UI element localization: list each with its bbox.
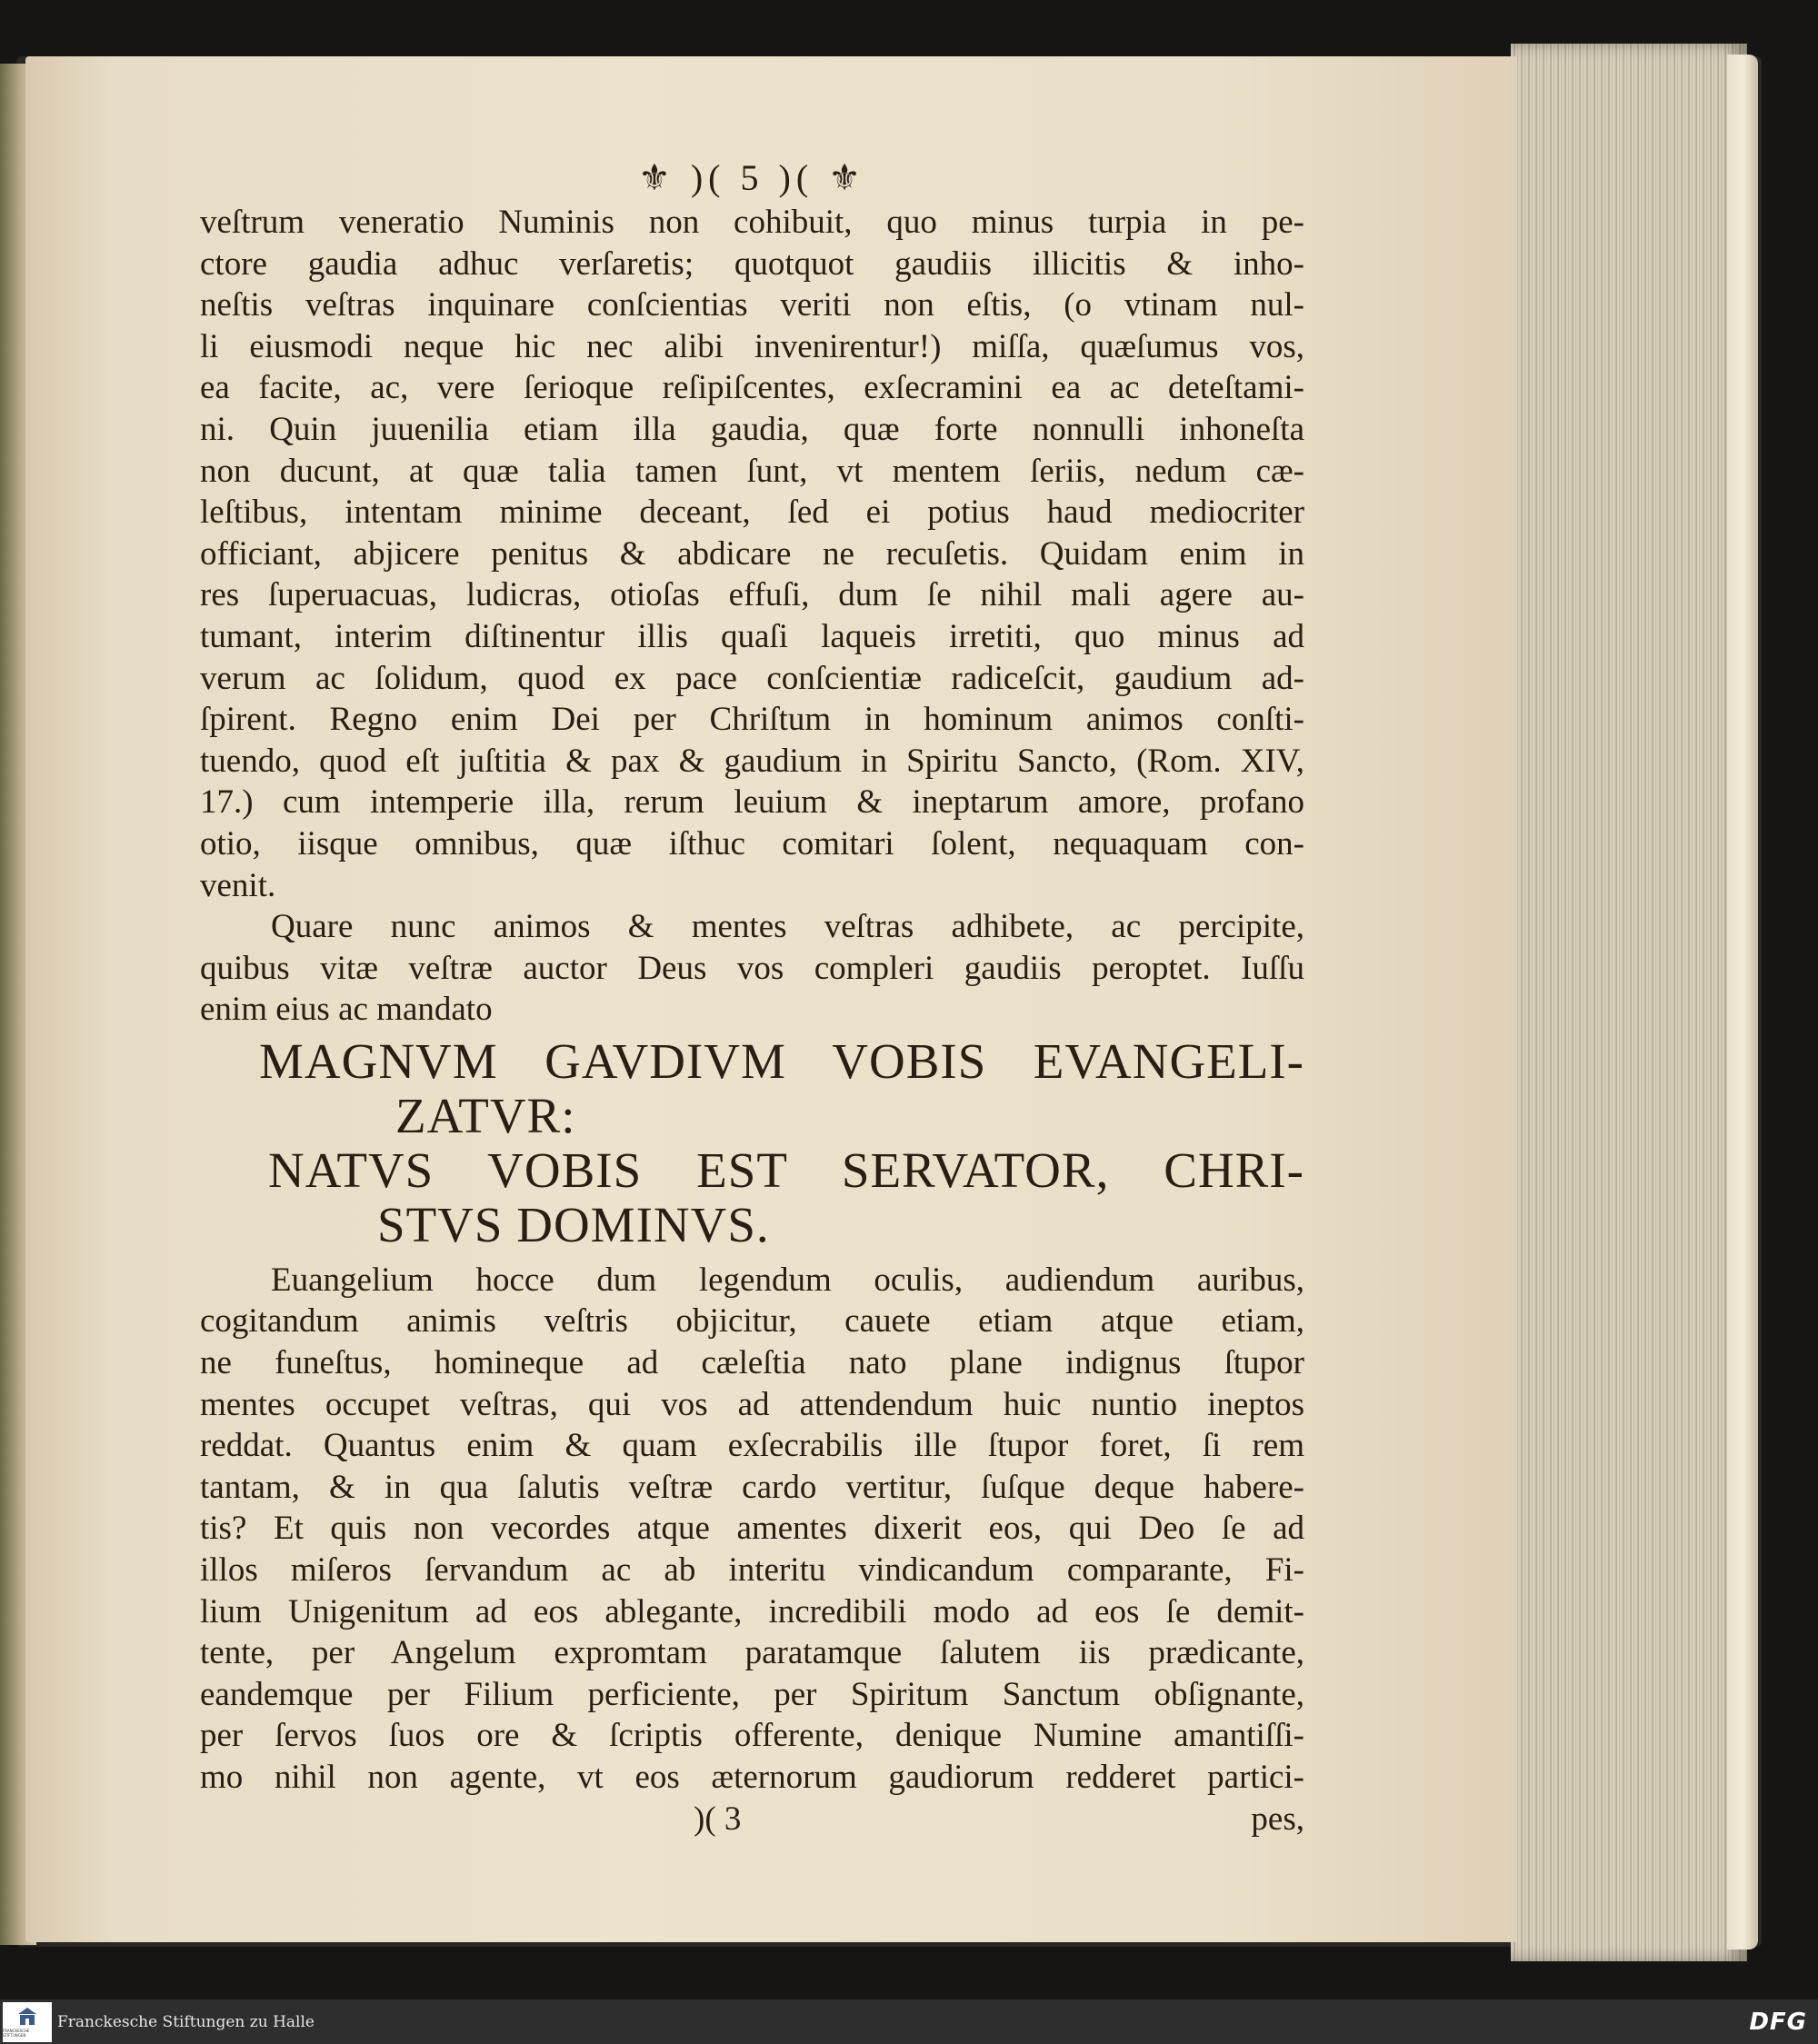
headline	[200, 1034, 1304, 1252]
text-line: ſpirent. Regno enim Dei per Chriſtum in hominum animos conſti-	[200, 701, 1304, 739]
page-stack	[1511, 44, 1747, 1961]
text-line: tuendo, quod eſt juſtitia & pax & gaudium in Spiritu Sancto, (Rom. XIV,	[200, 742, 1304, 780]
text-line: verum ac ſolidum, quod ex pace conſcientiæ radiceſcit, gaudium ad-	[200, 659, 1304, 697]
text-line: lium Unigenitum ad eos ablegante, incredibili modo ad eos ſe demit-	[200, 1592, 1304, 1630]
logo-text: FRANCKESCHE STIFTUNGEN	[3, 2028, 30, 2038]
text-line: per ſervos ſuos ore & ſcriptis offerente, denique Numine amantiſſi-	[200, 1717, 1304, 1755]
page-text	[200, 155, 1304, 1863]
text-line: ne funeſtus, homineque ad cæleſtia nato plane indignus ſtupor	[200, 1344, 1304, 1382]
text-line: venit.	[200, 866, 276, 904]
text-line: tis? Et quis non vecordes atque amentes dixerit eos, qui Deo ſe ad	[200, 1510, 1304, 1548]
text-line: mentes occupet veſtras, qui vos ad attendendum huic nuntio ineptos	[200, 1385, 1304, 1423]
headline-line: STVS DOMINVS.	[377, 1196, 770, 1252]
text-line: tente, per Angelum expromtam paratamque ſalutem iis prædicante,	[200, 1634, 1304, 1672]
running-head: ⚜ )( 5 )( ⚜	[638, 157, 866, 198]
page-stack-edge	[1727, 55, 1758, 1949]
institution-name[interactable]: Franckesche Stiftungen zu Halle	[57, 2012, 315, 2031]
signature-mark: )( 3	[694, 1800, 742, 1838]
text-line: li eiusmodi neque hic nec alibi invenirentur!) miſſa, quæſumus vos,	[200, 327, 1304, 365]
text-line: leſtibus, intentam minime deceant, ſed ei potius haud mediocriter	[200, 494, 1304, 532]
text-line: officiant, abjicere penitus & abdicare ne recuſetis. Quidam enim in	[200, 534, 1304, 573]
text-line: illos miſeros ſervandum ac ab interitu vindicandum comparante, Fi-	[200, 1551, 1304, 1590]
headline-line: ZATVR:	[395, 1087, 576, 1143]
text-line: enim eius ac mandato	[200, 991, 493, 1029]
paragraph-2	[200, 906, 1304, 1031]
text-line: Quare nunc animos & mentes veſtras adhibete, ac percipite,	[271, 908, 1304, 946]
headline-line: NATVS VOBIS EST SERVATOR, CHRI-	[268, 1142, 1304, 1198]
viewer-footer	[0, 1999, 1818, 2044]
text-line: neſtis veſtras inquinare conſcientias veriti non eſtis, (o vtinam nul-	[200, 286, 1304, 324]
text-line: Euangelium hocce dum legendum oculis, audiendum auribus,	[271, 1261, 1304, 1299]
dfg-logo[interactable]: DFG	[1749, 2008, 1807, 2036]
paragraph-1	[200, 202, 1304, 906]
text-line: otio, iisque omnibus, quæ iſthuc comitari ſolent, nequaquam con-	[200, 824, 1304, 862]
page-footer	[200, 1799, 1304, 1840]
paragraph-3	[200, 1260, 1304, 1799]
text-line: eandemque per Filium perficiente, per Spiritum Sanctum obſignante,	[200, 1675, 1304, 1713]
text-line: mo nihil non agente, vt eos æternorum gaudiorum redderet partici-	[200, 1759, 1304, 1796]
text-line: veſtrum veneratio Numinis non cohibuit, quo minus turpia in pe-	[200, 204, 1304, 241]
institution-logo[interactable]	[3, 2002, 52, 2042]
text-line: non ducunt, at quæ talia tamen ſunt, vt mentem ſeriis, nedum cæ-	[200, 452, 1304, 490]
text-line: ni. Quin juuenilia etiam illa gaudia, quæ forte nonnulli inhoneſta	[200, 410, 1304, 448]
building-icon	[17, 2007, 37, 2029]
text-line: tantam, & in qua ſalutis veſtræ cardo vertitur, ſuſque deque habere-	[200, 1468, 1304, 1506]
text-line: res ſuperuacuas, ludicras, otioſas effuſi, dum ſe nihil mali agere au-	[200, 576, 1304, 614]
text-line: reddat. Quantus enim & quam exſecrabilis ille ſtupor foret, ſi rem	[200, 1427, 1304, 1465]
text-line: ea facite, ac, vere ſerioque reſipiſcentes, exſecramini ea ac deteſtami-	[200, 369, 1304, 407]
text-line: cogitandum animis veſtris objicitur, cauete etiam atque etiam,	[200, 1302, 1304, 1341]
catchword: pes,	[1251, 1800, 1304, 1838]
headline-line: MAGNVM GAVDIVM VOBIS EVANGELI-	[259, 1032, 1304, 1089]
text-line: quibus vitæ veſtræ auctor Deus vos compleri gaudiis peroptet. Iuſſu	[200, 949, 1304, 987]
text-line: ctore gaudia adhuc verſaretis; quotquot gaudiis illicitis & inho-	[200, 244, 1304, 283]
text-line: tumant, interim diſtinentur illis quaſi laqueis irretiti, quo minus ad	[200, 617, 1304, 655]
text-line: 17.) cum intemperie illa, rerum leuium & ineptarum amore, profano	[200, 783, 1304, 822]
